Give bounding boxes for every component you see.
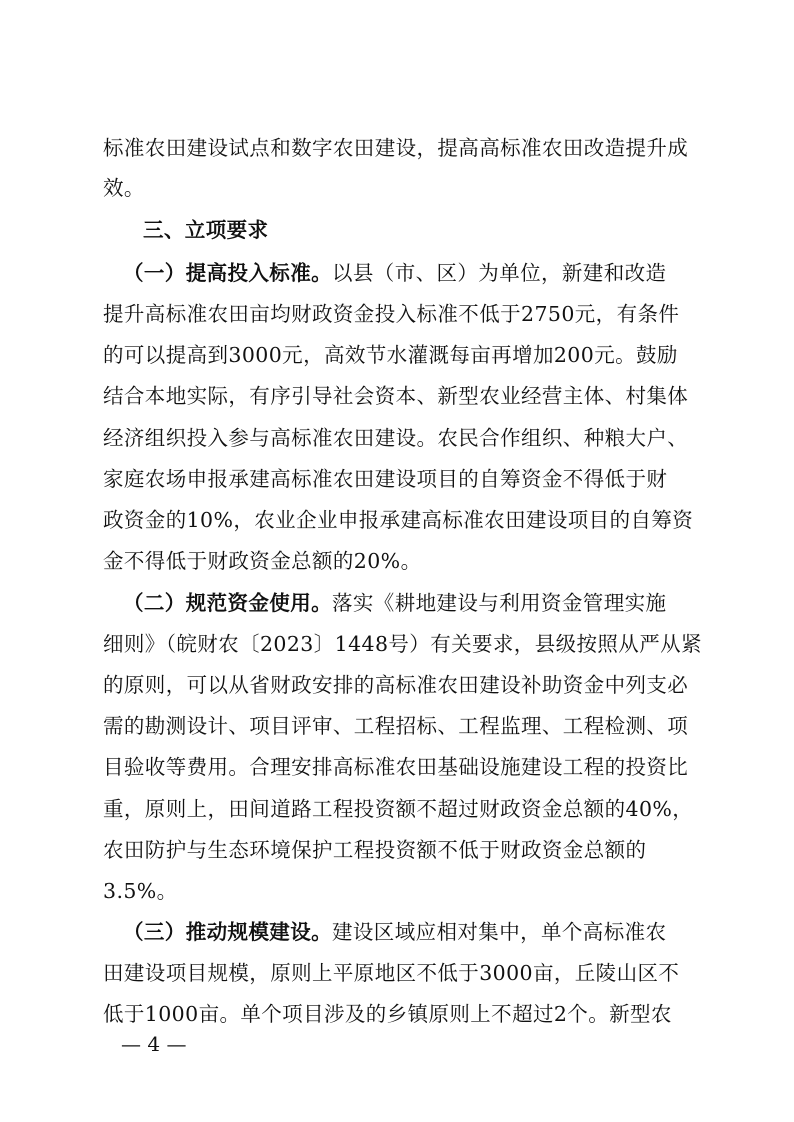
paragraph-2-text: 落实《耕地建设与利用资金管理实施 [332, 591, 667, 615]
paragraph-1-text: 以县（市、区）为单位，新建和改造 [332, 261, 667, 285]
paragraph-2-lead: （二）规范资金使用。 [123, 591, 332, 615]
body-text-line: 田建设项目规模，原则上平原地区不低于3000亩，丘陵山区不 [103, 961, 680, 985]
paragraph-1-lead: （一）提高投入标准。 [123, 261, 332, 285]
page-number: — 4 — [121, 1032, 187, 1056]
paragraph-3-lead: （三）推动规模建设。 [123, 920, 332, 944]
body-text-line: 细则》（皖财农〔2023〕1448号）有关要求，县级按照从严从紧 [103, 632, 702, 656]
body-text-line: 金不得低于财政资金总额的20%。 [103, 549, 422, 573]
body-text-line: 农田防护与生态环境保护工程投资额不低于财政资金总额的 [103, 838, 647, 862]
body-text-line: 需的勘测设计、项目评审、工程招标、工程监理、工程检测、项 [103, 714, 689, 738]
body-text-line: 家庭农场申报承建高标准农田建设项目的自筹资金不得低于财 [103, 467, 668, 491]
body-text-line: 政资金的10%，农业企业申报承建高标准农田建设项目的自筹资 [103, 508, 694, 532]
body-text-line: 效。 [103, 176, 145, 200]
body-text-line: 的可以提高到3000元，高效节水灌溉每亩再增加200元。鼓励 [103, 343, 678, 367]
body-text-line: 提升高标准农田亩均财政资金投入标准不低于2750元，有条件 [103, 302, 680, 326]
section-heading: 三、立项要求 [143, 218, 269, 242]
paragraph-2-first-line [123, 589, 713, 617]
paragraph-1-first-line [123, 259, 713, 287]
body-text-line: 重，原则上，田间道路工程投资额不超过财政资金总额的40%， [103, 797, 694, 821]
body-text-line: 3.5%。 [103, 879, 178, 903]
paragraph-3-first-line [123, 918, 713, 946]
body-text-line: 标准农田建设试点和数字农田建设，提高高标准农田改造提升成 [103, 136, 689, 160]
body-text-line: 低于1000亩。单个项目涉及的乡镇原则上不超过2个。新型农 [103, 1002, 672, 1026]
body-text-line: 经济组织投入参与高标准农田建设。农民合作组织、种粮大户、 [103, 426, 689, 450]
paragraph-3-text: 建设区域应相对集中，单个高标准农 [332, 920, 667, 944]
body-text-line: 结合本地实际，有序引导社会资本、新型农业经营主体、村集体 [103, 384, 689, 408]
body-text-line: 目验收等费用。合理安排高标准农田基础设施建设工程的投资比 [103, 755, 689, 779]
body-text-line: 的原则，可以从省财政安排的高标准农田建设补助资金中列支必 [103, 673, 689, 697]
